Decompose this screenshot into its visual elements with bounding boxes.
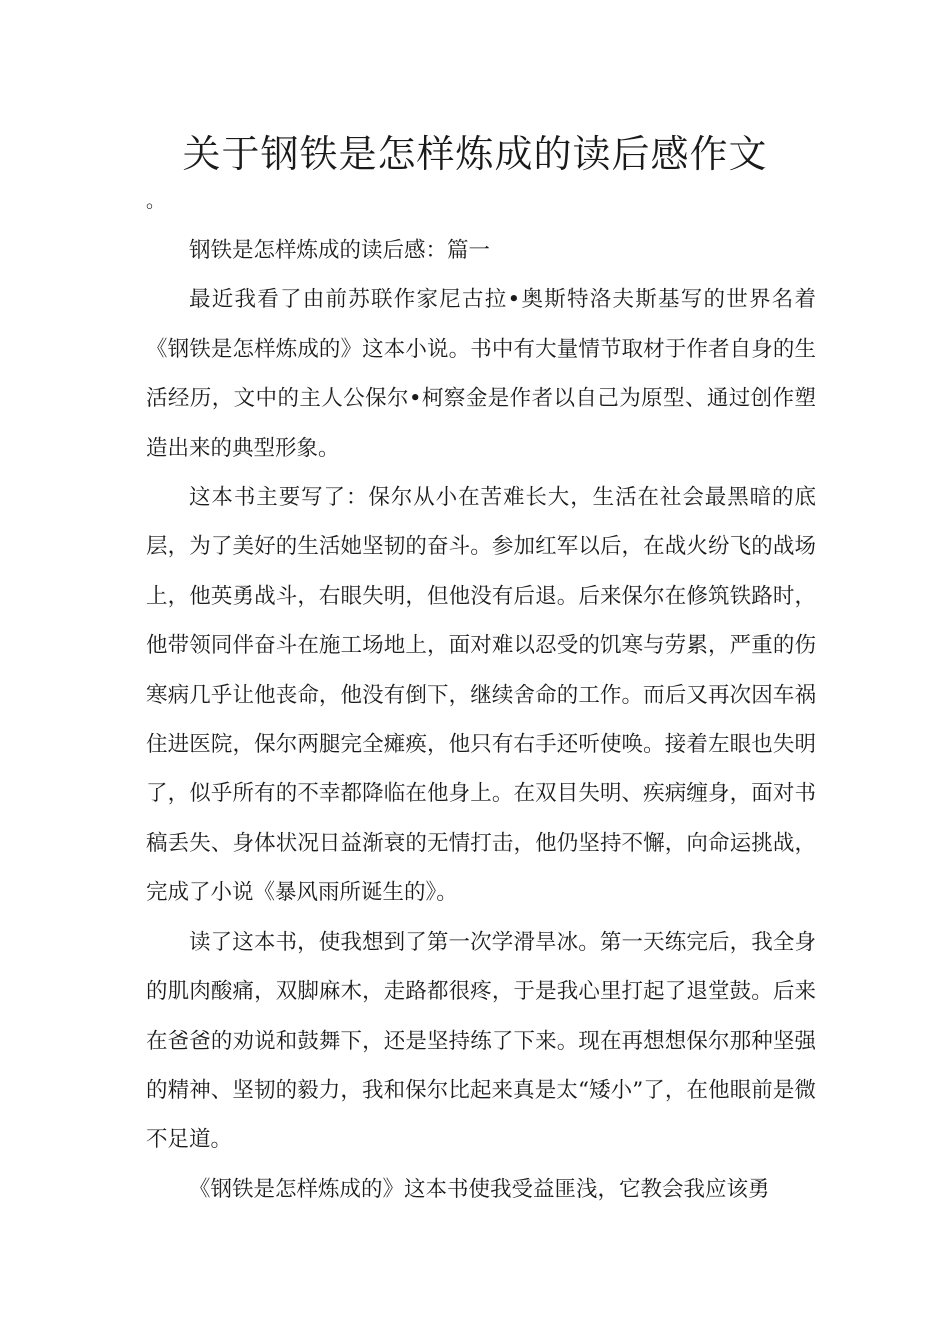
body-text [146,226,816,1214]
paragraph: 这本书主要写了：保尔从小在苦难长大，生活在社会最黑暗的底层，为了美好的生活她坚韧的奋斗。参加红军以后，在战火纷飞的战场上，他英勇战斗，右眼失明，但他没有后退。后来保尔在修筑铁路时，他带领同伴奋斗在施工场地上，面对难以忍受的饥寒与劳累，严重的伤寒病几乎让他丧命，他没有倒下，继续舍命的工作。而后又再次因车祸住进医院，保尔两腿完全瘫痪，他只有右手还听使唤。接着左眼也失明了，似乎所有的不幸都降临在他身上。在双目失明、疾病缠身，面对书稿丢失、身体状况日益渐衰的无情打击，他仍坚持不懈，向命运挑战，完成了小说《暴风雨所诞生的》。 [146,485,816,906]
lead-mark: 。 [146,190,166,212]
paragraph: 最近我看了由前苏联作家尼古拉•奥斯特洛夫斯基写的世界名着《钢铁是怎样炼成的》这本小说。书中有大量情节取材于作者自身的生活经历，文中的主人公保尔•柯察金是作者以自己为原型、通过创作塑造出来的典型形象。 [146,287,816,461]
page-title: 关于钢铁是怎样炼成的读后感作文 [182,132,768,176]
section-heading: 钢铁是怎样炼成的读后感：篇一 [189,238,491,263]
paragraph: 《钢铁是怎样炼成的》这本书使我受益匪浅，它教会我应该勇 [189,1176,770,1202]
paragraph: 读了这本书，使我想到了第一次学滑旱冰。第一天练完后，我全身的肌肉酸痛，双脚麻木，走路都很疼，于是我心里打起了退堂鼓。后来在爸爸的劝说和鼓舞下，还是坚持练了下来。现在再想想保尔那种坚强的精神、坚韧的毅力，我和保尔比起来真是太“矮小”了，在他眼前是微不足道。 [146,929,816,1153]
